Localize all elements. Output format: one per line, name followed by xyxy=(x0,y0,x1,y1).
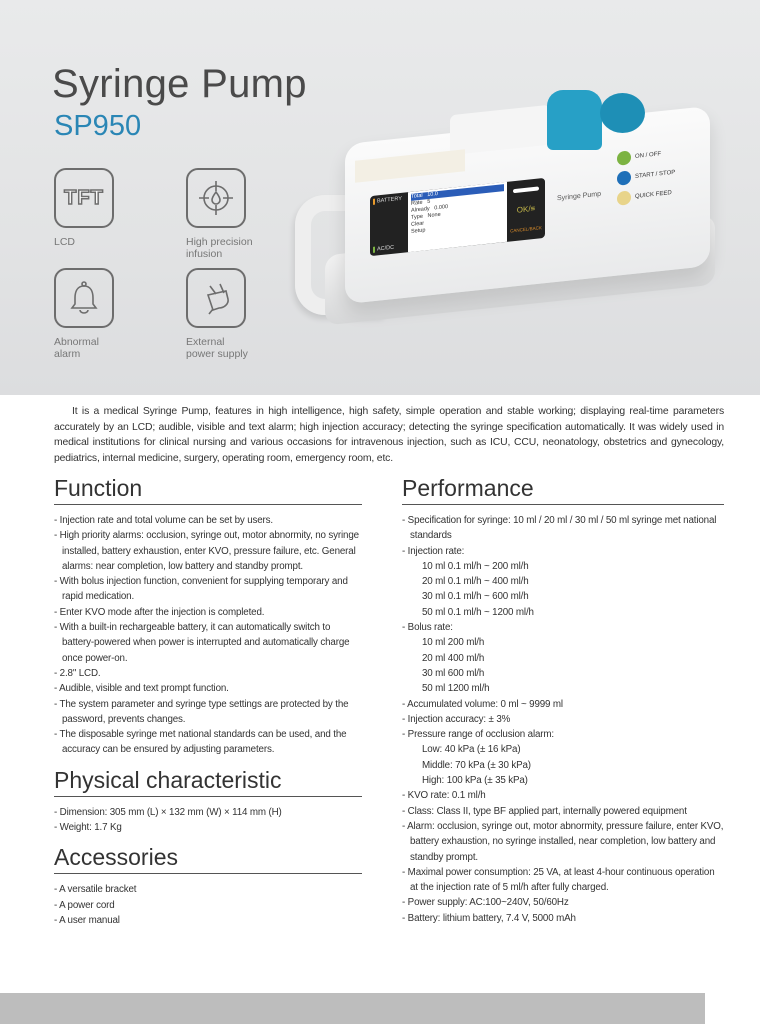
target-drop-icon xyxy=(186,168,246,228)
accessories-list xyxy=(54,882,362,928)
menu-row: Setup xyxy=(411,227,426,235)
list-item: - Maximal power consumption: 25 VA, at least 4-hour continuous operation at the injection rate of 5 ml/h after fully charged. xyxy=(402,866,715,894)
list-item: - Pressure range of occlusion alarm: xyxy=(402,729,554,741)
list-item: - Battery: lithium battery, 7.4 V, 5000 mAh xyxy=(402,912,576,924)
list-item: 10 ml 0.1 ml/h ~ 200 ml/h xyxy=(422,560,529,572)
list-item: 50 ml 0.1 ml/h ~ 1200 ml/h xyxy=(422,606,534,618)
start-stop-button: START / STOP xyxy=(617,162,709,186)
menu-row: Type None xyxy=(411,211,441,221)
list-item: - Injection rate: xyxy=(402,545,465,557)
accessories-heading: Accessories xyxy=(54,843,362,874)
feature-power xyxy=(186,268,306,360)
list-item: - KVO rate: 0.1 ml/h xyxy=(402,790,486,802)
feature-alarm xyxy=(54,268,174,360)
list-item: High: 100 kPa (± 35 kPa) xyxy=(422,775,528,787)
intro-paragraph: It is a medical Syringe Pump, features in high intelligence, high safety, simple operation and stable working; displaying real-time parameters accurately by an LCD; audible, visible and text alarm; high injection accuracy; detecting the syringe specification automatically. It was widely used in medical institutions for clinical nursing and various occasions for intravenous injection, such as ICU, CCU, neonatology, obstetrics and gynecology, pediatrics, internal medicine, surgery, operating room, emergency room, etc. xyxy=(54,406,724,464)
menu-row: Already 0.000 xyxy=(411,203,449,214)
list-item: 20 ml 400 ml/h xyxy=(422,652,485,664)
plug-icon xyxy=(186,268,246,328)
function-list xyxy=(54,513,362,758)
feature-label: External power supply xyxy=(186,336,248,360)
list-item: - Specification for syringe: 10 ml / 20 ml / 30 ml / 50 ml syringe met national standards xyxy=(402,515,717,542)
physical-heading: Physical characteristic xyxy=(54,766,362,797)
list-item: - High priority alarms: occlusion, syringe out, motor abnormity, no syringe installed, battery exhaustion, enter KVO, pressure failure, etc. General alarms: near completion, low battery and standby prompt. xyxy=(54,530,359,572)
tft-icon: TFT xyxy=(54,168,114,228)
list-item: - Bolus rate: xyxy=(402,622,453,634)
list-item: - The disposable syringe met national standards can be used, and the accuracy can be ensured by adjusting parameters. xyxy=(54,729,347,756)
function-heading: Function xyxy=(54,474,362,505)
list-item: - Enter KVO mode after the injection is completed. xyxy=(54,606,265,618)
list-item: 20 ml 0.1 ml/h ~ 400 ml/h xyxy=(422,576,529,588)
list-item: 30 ml 0.1 ml/h ~ 600 ml/h xyxy=(422,591,529,603)
feature-precision xyxy=(186,168,306,260)
pump-clamp-knob xyxy=(547,90,602,150)
performance-heading: Performance xyxy=(402,474,724,505)
left-column xyxy=(54,474,362,928)
list-item: - With bolus injection function, convenient for supplying temporary and rapid medication. xyxy=(54,576,348,603)
quick-feed-button: QUICK FEED xyxy=(617,182,709,206)
menu-row: Rate 5 xyxy=(411,198,431,207)
list-item: 50 ml 1200 ml/h xyxy=(422,683,490,695)
list-item: - Alarm: occlusion, syringe out, motor abnormity, pressure failure, enter KVO, battery exhaustion, no syringe installed, near completion, low battery and standby prompt. xyxy=(402,820,724,863)
list-item: - A power cord xyxy=(54,899,115,911)
list-item: - Weight: 1.7 Kg xyxy=(54,822,122,834)
list-item: - The system parameter and syringe type settings are protected by the password, prevents changes. xyxy=(54,698,349,725)
list-item: - With a built-in rechargeable battery, it can automatically switch to battery-powered when power is interrupted and automatically charge once power-on. xyxy=(54,622,350,664)
battery-indicator: BATTERY xyxy=(373,196,405,205)
syringe-pump-image xyxy=(295,85,725,335)
feature-label: High precision infusion xyxy=(186,236,253,260)
hero-banner xyxy=(0,0,760,395)
display-menu xyxy=(408,182,507,252)
list-item: Middle: 70 kPa (± 30 kPa) xyxy=(422,759,531,771)
product-title: Syringe Pump xyxy=(52,62,307,106)
list-item: - Class: Class II, type BF applied part, internally powered equipment xyxy=(402,805,687,817)
product-model: SP950 xyxy=(54,110,142,142)
bell-icon xyxy=(54,268,114,328)
list-item: - Audible, visible and text prompt function. xyxy=(54,683,229,695)
syringe-icon xyxy=(513,187,539,194)
feature-label: LCD xyxy=(54,236,76,248)
list-item: 30 ml 600 ml/h xyxy=(422,667,485,679)
cancel-key: CANCEL/BACK xyxy=(510,224,542,234)
feature-lcd xyxy=(54,168,174,248)
pump-brand-text: Syringe Pump xyxy=(557,190,601,203)
ok-key: OK/≡ xyxy=(516,203,536,215)
list-item: - Injection accuracy: ± 3% xyxy=(402,713,511,725)
list-item: - 2.8" LCD. xyxy=(54,667,101,679)
list-item: - Injection rate and total volume can be set by users. xyxy=(54,515,273,526)
list-item: - A versatile bracket xyxy=(54,884,137,896)
pump-clamp-wheel xyxy=(600,93,645,133)
list-item: - Dimension: 305 mm (L) × 132 mm (W) × 114 mm (H) xyxy=(54,806,282,818)
footer-bar xyxy=(0,993,705,1024)
feature-label: Abnormal alarm xyxy=(54,336,99,360)
pump-control-buttons xyxy=(617,142,709,212)
menu-row: Clear xyxy=(411,220,425,228)
list-item: - A user manual xyxy=(54,914,120,926)
acdc-indicator: AC/DC xyxy=(373,244,405,253)
list-item: Low: 40 kPa (± 16 kPa) xyxy=(422,744,521,756)
list-item: - Accumulated volume: 0 ml ~ 9999 ml xyxy=(402,698,563,710)
on-off-button: ON / OFF xyxy=(617,142,709,166)
list-item: - Power supply: AC:100~240V, 50/60Hz xyxy=(402,897,569,909)
list-item: 10 ml 200 ml/h xyxy=(422,637,485,649)
content-area xyxy=(54,404,724,928)
physical-list xyxy=(54,805,362,836)
performance-list xyxy=(402,513,724,926)
right-column xyxy=(402,474,724,928)
menu-row: Total 10.0 xyxy=(411,184,504,201)
